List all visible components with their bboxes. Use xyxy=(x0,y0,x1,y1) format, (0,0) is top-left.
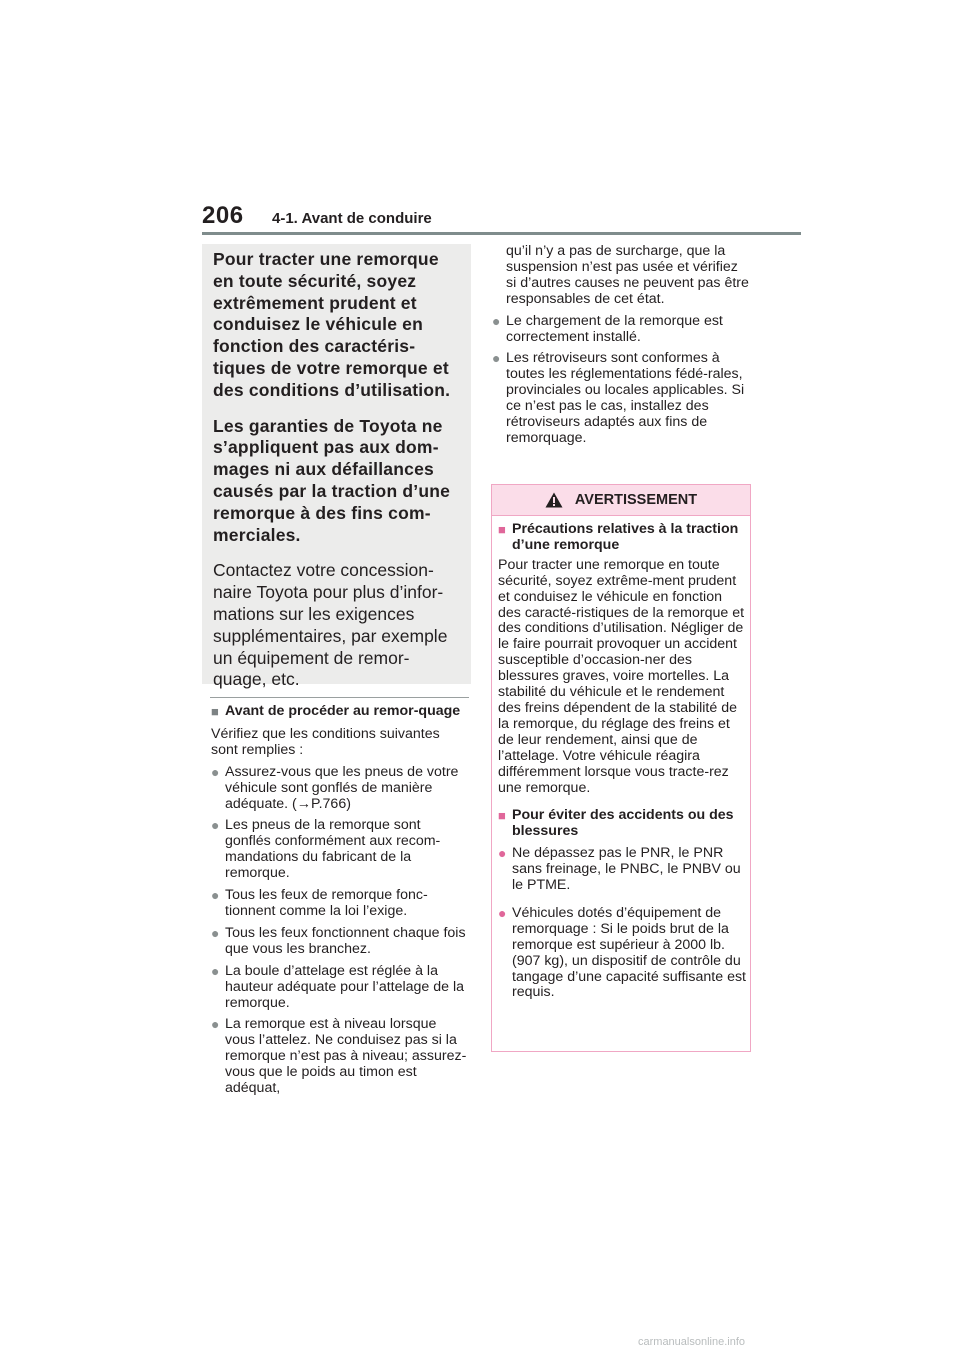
list-item-text: Assurez-vous que les pneus de votre véhicule sont gonflés de manière adéquate. (→P.766) xyxy=(225,763,459,812)
warning-text: Pour tracter une remorque en toute sécurité, soyez extrême-ment prudent et conduisez le véhicule en fonction des caracté-ristiques de la remorque et des conditions d’utilisation. Négliger de le faire pourrait provoquer un accident susceptible d’occasion-ner des blessures graves, voire mortelles. La stabilité du véhicule et le rendement des freins dépendent de la stabilité de la remorque, du réglage des freins et de leur rendement, ainsi que de l’attelage. Votre véhicule réagira différemment lorsque vous tracte-rez une remorque. xyxy=(498,556,745,796)
list-item xyxy=(211,818,469,882)
intro-para-1: Pour tracter une remorque en toute sécurité, soyez extrêmement prudent et conduisez le véhicule en fonction des caractéris-tiques de votre remorque et des conditions d’utilisation. xyxy=(213,249,451,400)
intro-box xyxy=(202,244,471,690)
list-item-text: La boule d’attelage est réglée à la hauteur adéquate pour l’attelage de la remorque. xyxy=(225,962,465,1011)
list-item xyxy=(211,926,469,958)
right-column xyxy=(492,244,750,453)
warning-header xyxy=(492,485,750,516)
bullet-icon: ● xyxy=(498,904,507,921)
bullet-icon: ● xyxy=(492,350,501,367)
section-heading-text: Avant de procéder au remor-quage xyxy=(225,703,461,719)
warning-body xyxy=(492,516,750,1001)
section-heading xyxy=(211,704,469,720)
warning-heading-text: Précautions relatives à la traction d’une remorque xyxy=(512,521,739,553)
bullet-icon: ● xyxy=(211,817,220,834)
list-item xyxy=(498,906,746,1001)
bullet-icon: ● xyxy=(492,312,501,329)
list-item-text: Tous les feux fonctionnent chaque fois que vous les branchez. xyxy=(225,924,466,957)
list-item xyxy=(498,846,746,894)
bullet-icon: ● xyxy=(211,924,220,941)
intro-para-2: Les garanties de Toyota ne s’appliquent pas aux dom-mages ni aux défaillances causés par la traction d’une remorque à des fins com-merciales. xyxy=(213,415,451,545)
list-item-text: Les pneus de la remorque sont gonflés conformément aux recom-mandations du fabricant de la remorque. xyxy=(225,817,441,882)
warning-icon xyxy=(545,492,563,508)
warning-heading xyxy=(498,522,746,554)
list-item xyxy=(211,964,469,1012)
list-item xyxy=(211,765,469,813)
warning-heading-text: Pour éviter des accidents ou des blessures xyxy=(512,807,734,840)
list-item xyxy=(211,888,469,920)
page-number: 206 xyxy=(202,202,244,229)
list-item-text: Véhicules dotés d’équipement de remorquage : Si le poids brut de la remorque est supérieur à 2000 lb. (907 kg), un dispositif de contrôle du tangage d’une capacité suffisante est requis. xyxy=(512,904,747,1001)
list-item-text: La remorque est à niveau lorsque vous l’attelez. Ne conduisez pas si la remorque n’est pas à niveau; assurez-vous que le poids au timon est adéquat, xyxy=(225,1016,467,1097)
list-item xyxy=(492,314,750,346)
list-item-text: Tous les feux de remorque fonc-tionnent comme la loi l’exige. xyxy=(225,887,428,919)
square-bullet-icon: ■ xyxy=(498,808,506,824)
header-rule xyxy=(202,232,801,235)
section-title: 4-1. Avant de conduire xyxy=(272,210,432,227)
bullet-icon: ● xyxy=(498,845,507,862)
bullet-icon: ● xyxy=(211,962,220,979)
list-item-text: Les rétroviseurs sont conformes à toutes les réglementations fédé-rales, provinciales ou locales applicables. Si ce n’est pas le cas, installez des rétroviseurs adaptés aux fins de remorquage. xyxy=(506,350,745,446)
left-column xyxy=(211,704,469,1103)
list-item-text: Le chargement de la remorque est correctement installé. xyxy=(506,312,723,345)
warning-box xyxy=(491,484,751,1052)
warning-title: AVERTISSEMENT xyxy=(574,492,698,508)
list-item xyxy=(211,1017,469,1097)
list-item-text: Ne dépassez pas le PNR, le PNR sans freinage, le PNBC, le PNBV ou le PTME. xyxy=(512,845,741,894)
bullet-icon: ● xyxy=(211,763,220,780)
bullet-icon: ● xyxy=(211,887,220,904)
bullet-icon: ● xyxy=(211,1016,220,1033)
section-divider xyxy=(210,697,469,698)
intro-para-3: Contactez votre concession-naire Toyota pour plus d’infor-mations sur les exigences supplémentaires, par exemple un équipement de remor-quage, etc. xyxy=(213,560,448,690)
square-bullet-icon: ■ xyxy=(498,522,506,537)
square-bullet-icon: ■ xyxy=(211,704,219,719)
list-item xyxy=(492,351,750,446)
continued-text: qu’il n’y a pas de surcharge, que la suspension n’est pas usée et vérifiez si d’autres causes ne peuvent pas être responsables de cet état. xyxy=(506,243,749,307)
intro-text: Vérifiez que les conditions suivantes sont remplies : xyxy=(211,725,440,758)
watermark: carmanualsonline.info xyxy=(638,1336,746,1348)
warning-heading xyxy=(498,808,746,840)
